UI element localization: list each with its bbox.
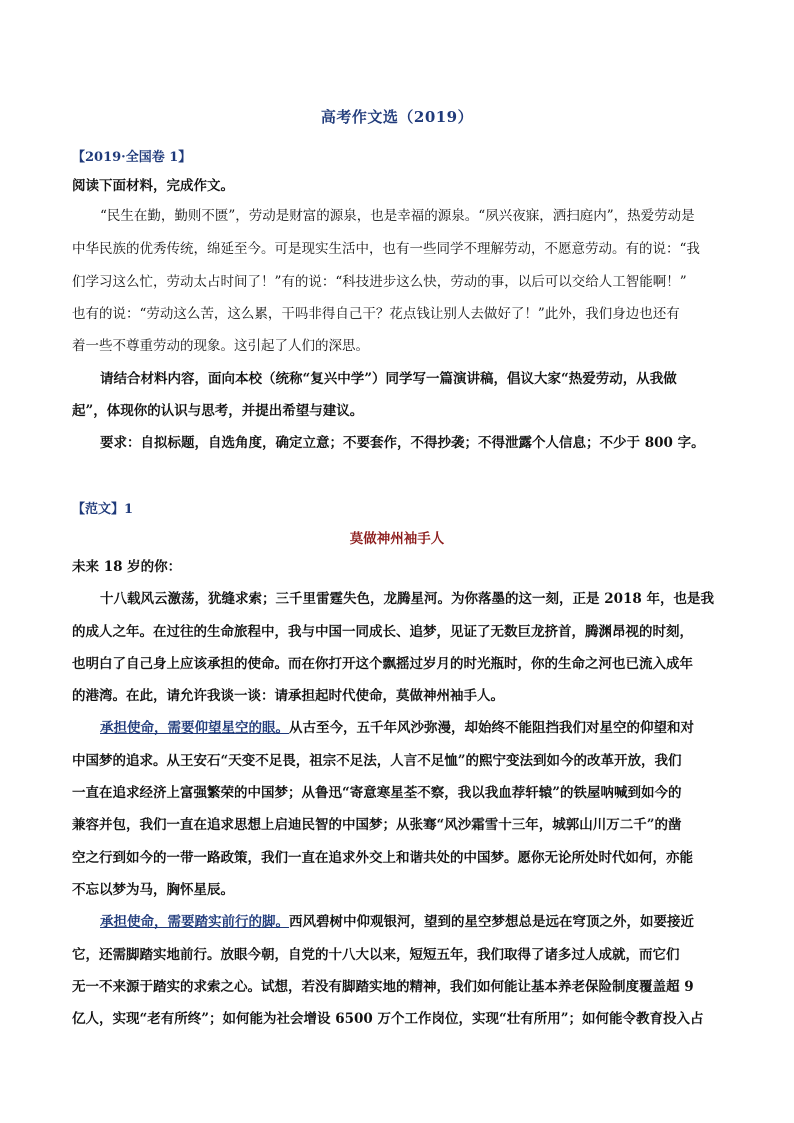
essay-line: 的港湾。在此，请允许我谈一谈：请承担起时代使命，莫做神州袖手人。 bbox=[72, 688, 504, 704]
essay-subheading: 承担使命，需要仰望星空的眼。 bbox=[100, 720, 289, 736]
essay-line: 亿人，实现“老有所终”；如何能为社会增设 6500 万个工作岗位，实现“壮有所用”；如何能令教育投入占 bbox=[72, 1011, 704, 1027]
essay-line: 无一不来源于踏实的求索之心。试想，若没有脚踏实地的精神，我们如何能让基本养老保险制度覆盖超 9 bbox=[72, 979, 694, 995]
essay-line: 它，还需脚踏实地前行。放眼今朝，自党的十八大以来，短短五年，我们取得了诸多过人成就，而它们 bbox=[72, 947, 680, 963]
essay-line-text: 西风碧树中仰观银河，望到的星空梦想总是远在穹顶之外，如要接近 bbox=[289, 914, 694, 930]
prompt-intro: 阅读下面材料，完成作文。 bbox=[72, 178, 234, 194]
essay-line: 空之行到如今的一带一路政策，我们一直在追求外交上和谐共处的中国梦。愿你无论所处时代如何，亦能 bbox=[72, 850, 693, 866]
essay-line: 不忘以梦为马，胸怀星辰。 bbox=[72, 882, 234, 898]
essay-line: 兼容并包，我们一直在追求思想上启迪民智的中国梦；从张骞“风沙霜雪十三年，城郭山川万二千”的凿 bbox=[72, 817, 682, 833]
prompt-line: 也有的说：“劳动这么苦，这么累，干吗非得自己干？花点钱让别人去做好了！”此外，我们身边也还有 bbox=[72, 306, 680, 322]
prompt-line: 中华民族的优秀传统，绵延至今。可是现实生活中，也有一些同学不理解劳动，不愿意劳动。有的说：“我 bbox=[72, 241, 700, 257]
essay-paragraph-start bbox=[72, 916, 750, 930]
essay-paragraph-start bbox=[72, 722, 750, 736]
essay-salutation: 未来 18 岁的你： bbox=[72, 559, 182, 575]
essay-line-text: 从古至今，五千年风沙弥漫，却始终不能阻挡我们对星空的仰望和对 bbox=[289, 720, 694, 736]
prompt-line: 们学习这么忙，劳动太占时间了！”有的说：“科技进步这么快，劳动的事，以后可以交给人工智能啊！” bbox=[72, 274, 687, 290]
essay-subheading: 承担使命，需要踏实前行的脚。 bbox=[100, 914, 289, 930]
essay-line: 的成人之年。在过往的生命旅程中，我与中国一同成长、追梦，见证了无数巨龙挤首，腾渊昂视的时刻， bbox=[72, 624, 693, 640]
document-title: 高考作文选（2019） bbox=[320, 108, 474, 126]
task-line: 请结合材料内容，面向本校（统称“复兴中学”）同学写一篇演讲稿，倡议大家“热爱劳动，从我做 bbox=[100, 371, 677, 387]
essay-line: 也明白了自己身上应该承担的使命。而在你打开这个飘摇过岁月的时光瓶时，你的生命之河也已流入成年 bbox=[72, 656, 693, 672]
prompt-line: “民生在勤，勤则不匮”，劳动是财富的源泉，也是幸福的源泉。“夙兴夜寐，洒扫庭内”，热爱劳动是 bbox=[100, 208, 695, 224]
prompt-line: 着一些不尊重劳动的现象。这引起了人们的深思。 bbox=[72, 338, 369, 354]
essay-title: 莫做神州袖手人 bbox=[349, 531, 445, 547]
essay-line: 十八载风云激荡，犹缝求索；三千里雷霆失色，龙腾星河。为你落墨的这一刻，正是 2018 年，也是我 bbox=[100, 591, 714, 607]
essay-line: 中国梦的追求。从王安石“天变不足畏，祖宗不足法，人言不足恤”的熙宁变法到如今的改革开放，我们 bbox=[72, 753, 682, 769]
exam-tag: 【2019·全国卷 1】 bbox=[72, 150, 192, 165]
requirement-line: 要求：自拟标题，自选角度，确定立意；不要套作，不得抄袭；不得泄露个人信息；不少于 800 字。 bbox=[100, 435, 705, 451]
sample-tag: 【范文】1 bbox=[72, 502, 134, 517]
task-line: 起”，体现你的认识与思考，并提出希望与建议。 bbox=[72, 403, 364, 419]
essay-line: 一直在追求经济上富强繁荣的中国梦；从鲁迅“寄意寒星荃不察，我以我血荐轩辕”的铁屋呐喊到如今的 bbox=[72, 785, 682, 801]
